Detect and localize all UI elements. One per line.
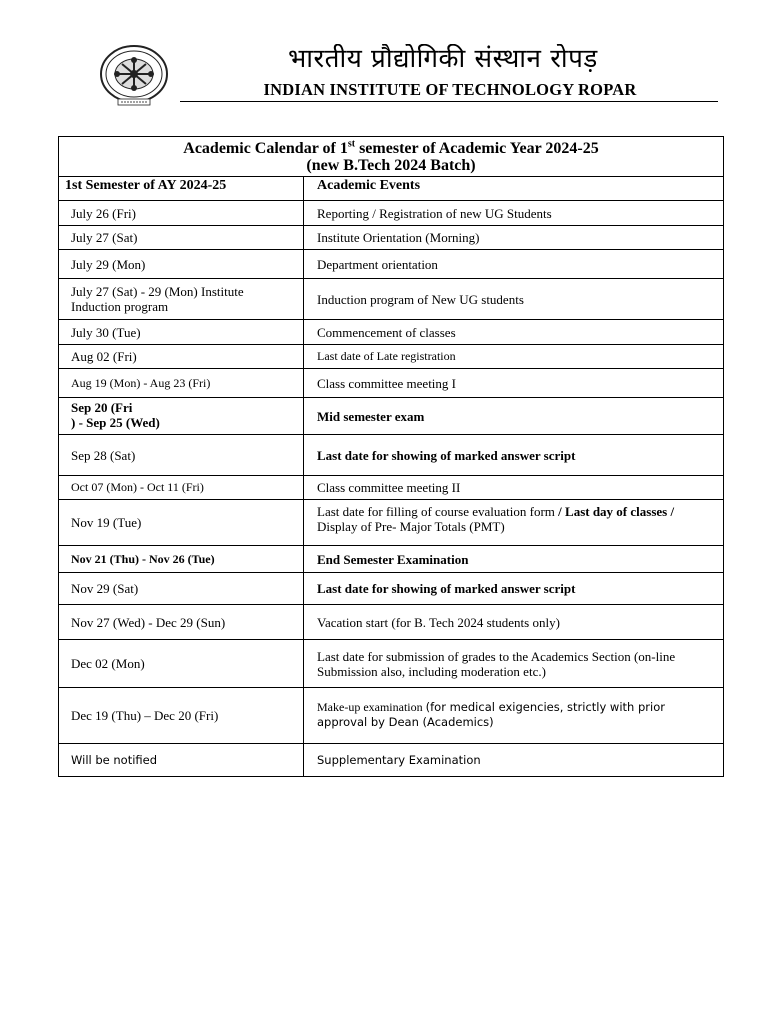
column-header-event: Academic Events xyxy=(317,178,421,193)
document-header xyxy=(0,0,768,110)
table-row xyxy=(59,398,723,435)
row-date: July 26 (Fri) xyxy=(59,201,304,225)
table-row xyxy=(59,500,723,546)
row-event: Last date for filling of course evaluation form / Last day of classes / Display of Pre- Major Totals (PMT) xyxy=(317,504,675,534)
row-event: Last date for showing of marked answer script xyxy=(317,447,576,463)
row-event: End Semester Examination xyxy=(317,551,469,567)
calendar-title-line2: (new B.Tech 2024 Batch) xyxy=(306,157,476,174)
table-row xyxy=(59,226,723,250)
table-row xyxy=(59,320,723,345)
table-header-row xyxy=(59,177,723,201)
row-event: Supplementary Examination xyxy=(317,752,481,767)
table-row xyxy=(59,640,723,688)
calendar-title-line1: Academic Calendar of 1st semester of Academic Year 2024-25 xyxy=(183,138,599,157)
row-date: Nov 19 (Tue) xyxy=(59,500,304,545)
table-row xyxy=(59,369,723,398)
row-date: July 27 (Sat) - 29 (Mon) Institute Induction program xyxy=(59,279,304,319)
row-date: Will be notified xyxy=(59,744,304,776)
row-event: Make-up examination (for medical exigencies, strictly with prior approval by Dean (Academics) xyxy=(317,700,665,729)
row-event: Last date for submission of grades to the Academics Section (on-line Submission also, including moderation etc.) xyxy=(317,648,676,679)
row-event: Last date for showing of marked answer script xyxy=(317,581,576,596)
row-date: Dec 19 (Thu) – Dec 20 (Fri) xyxy=(59,688,304,743)
row-event: Class committee meeting II xyxy=(317,480,461,495)
row-date xyxy=(59,398,304,434)
table-row xyxy=(59,201,723,226)
header-divider xyxy=(180,101,718,102)
row-date: July 30 (Tue) xyxy=(59,320,304,344)
row-event: Institute Orientation (Morning) xyxy=(317,230,480,245)
row-event: Commencement of classes xyxy=(317,324,456,340)
row-date: Nov 29 (Sat) xyxy=(59,573,304,604)
row-date-line1: Sep 20 (Fri xyxy=(71,400,133,415)
row-date-line2: ) - Sep 25 (Wed) xyxy=(71,415,160,430)
row-date: Sep 28 (Sat) xyxy=(59,435,304,475)
row-date: July 29 (Mon) xyxy=(59,250,304,278)
row-event: Last date of Late registration xyxy=(317,349,456,363)
row-event: Mid semester exam xyxy=(317,408,425,424)
table-row xyxy=(59,605,723,640)
academic-calendar-table xyxy=(58,136,724,777)
row-date: Oct 07 (Mon) - Oct 11 (Fri) xyxy=(59,476,304,499)
row-event: Class committee meeting I xyxy=(317,375,456,391)
row-date: Aug 02 (Fri) xyxy=(59,345,304,368)
table-row xyxy=(59,476,723,500)
hindi-institute-name: भारतीय प्रौद्योगिकी संस्थान रोपड़ xyxy=(288,44,598,74)
row-event: Reporting / Registration of new UG Students xyxy=(317,205,552,221)
table-row xyxy=(59,688,723,744)
row-date: Aug 19 (Mon) - Aug 23 (Fri) xyxy=(59,369,304,397)
row-date: July 27 (Sat) xyxy=(59,226,304,249)
row-event: Vacation start (for B. Tech 2024 students only) xyxy=(317,614,560,630)
column-header-date: 1st Semester of AY 2024-25 xyxy=(59,177,304,200)
row-date: Nov 21 (Thu) - Nov 26 (Tue) xyxy=(59,546,304,572)
row-event: Department orientation xyxy=(317,256,438,272)
calendar-title xyxy=(59,137,723,177)
row-date: Nov 27 (Wed) - Dec 29 (Sun) xyxy=(59,605,304,639)
iit-ropar-logo-icon xyxy=(98,44,170,108)
table-row xyxy=(59,250,723,279)
table-row xyxy=(59,573,723,605)
table-row xyxy=(59,279,723,320)
table-row xyxy=(59,435,723,476)
table-row xyxy=(59,345,723,369)
table-row xyxy=(59,546,723,573)
row-event: Induction program of New UG students xyxy=(317,291,524,307)
english-institute-name: INDIAN INSTITUTE OF TECHNOLOGY ROPAR xyxy=(263,80,637,99)
row-date: Dec 02 (Mon) xyxy=(59,640,304,687)
table-row xyxy=(59,744,723,776)
